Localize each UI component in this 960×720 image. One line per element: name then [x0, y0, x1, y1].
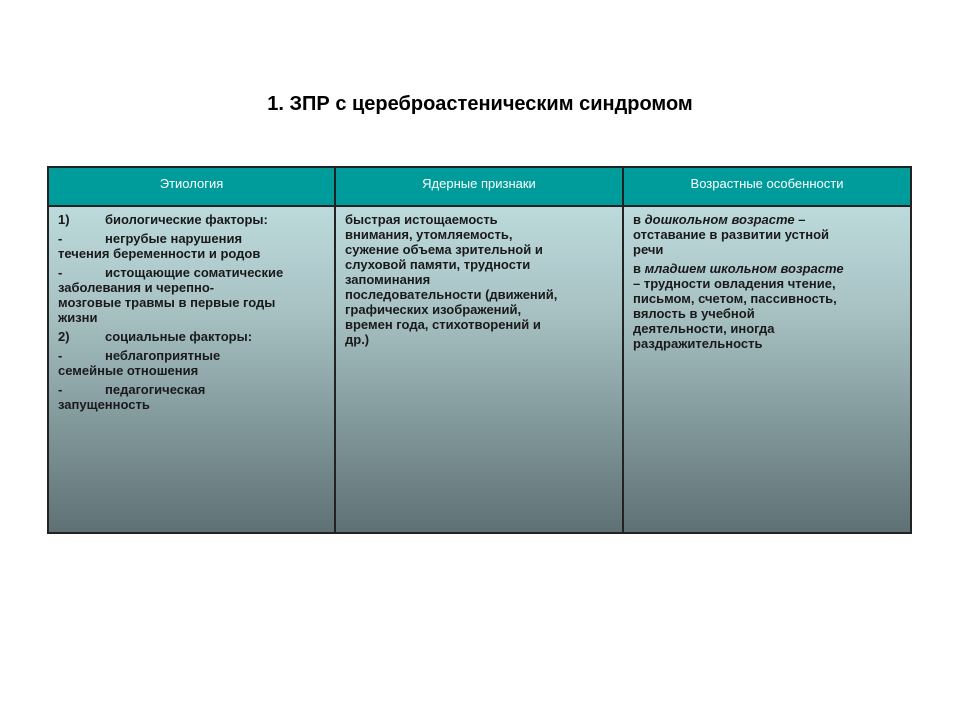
- table-header-row: [49, 168, 910, 207]
- etiology-marker: 1): [58, 212, 70, 227]
- etiology-marker: -: [58, 265, 63, 280]
- etiology-item: [58, 231, 326, 261]
- age-description: – трудности овладения чтение, письмом, счетом, пассивность, вялость в учебной деятельности, иногда раздражительность: [633, 276, 837, 351]
- etiology-text: истощающие соматические заболевания и черепно- мозговые травмы в первые годы жизни: [58, 265, 284, 325]
- age-prefix: в: [633, 212, 645, 227]
- cell-age-features: [624, 207, 910, 532]
- etiology-text: неблагоприятные семейные отношения: [58, 348, 221, 378]
- etiology-item: [58, 382, 326, 412]
- etiology-text: социальные факторы:: [105, 329, 253, 344]
- syndrome-table: [47, 166, 912, 534]
- etiology-marker: -: [58, 348, 63, 363]
- age-feature-preschool: [633, 212, 902, 257]
- age-period: дошкольном возрасте: [644, 212, 795, 227]
- core-signs-text: быстрая истощаемость внимания, утомляемость, сужение объема зрительной и слуховой памяти, трудности запоминания последовательности (движений, графических изображений, времен года, стихотворений и др.): [345, 212, 558, 347]
- etiology-item: [58, 265, 326, 325]
- etiology-text: негрубые нарушения течения беременности и родов: [58, 231, 261, 261]
- etiology-item: [58, 329, 326, 344]
- etiology-text: биологические факторы:: [105, 212, 268, 227]
- header-age-features: Возрастные особенности: [690, 176, 844, 191]
- header-etiology: Этиология: [49, 168, 336, 205]
- age-description: – отставание в развитии устной речи: [633, 212, 830, 257]
- page-title: 1. ЗПР с цереброастеническим синдромом: [267, 93, 693, 115]
- age-feature-primary-school: [633, 261, 902, 351]
- etiology-marker: -: [58, 382, 63, 397]
- etiology-item: [58, 212, 326, 227]
- cell-etiology: [49, 207, 336, 532]
- etiology-text: педагогическая запущенность: [58, 382, 206, 412]
- age-period: младшем школьном возрасте: [644, 261, 844, 276]
- cell-core-signs: [336, 207, 624, 532]
- etiology-marker: -: [58, 231, 63, 246]
- header-core-signs: Ядерные признаки: [336, 168, 624, 205]
- table-body-row: [49, 207, 910, 532]
- etiology-item: [58, 348, 326, 378]
- age-prefix: в: [633, 261, 645, 276]
- etiology-marker: 2): [58, 329, 70, 344]
